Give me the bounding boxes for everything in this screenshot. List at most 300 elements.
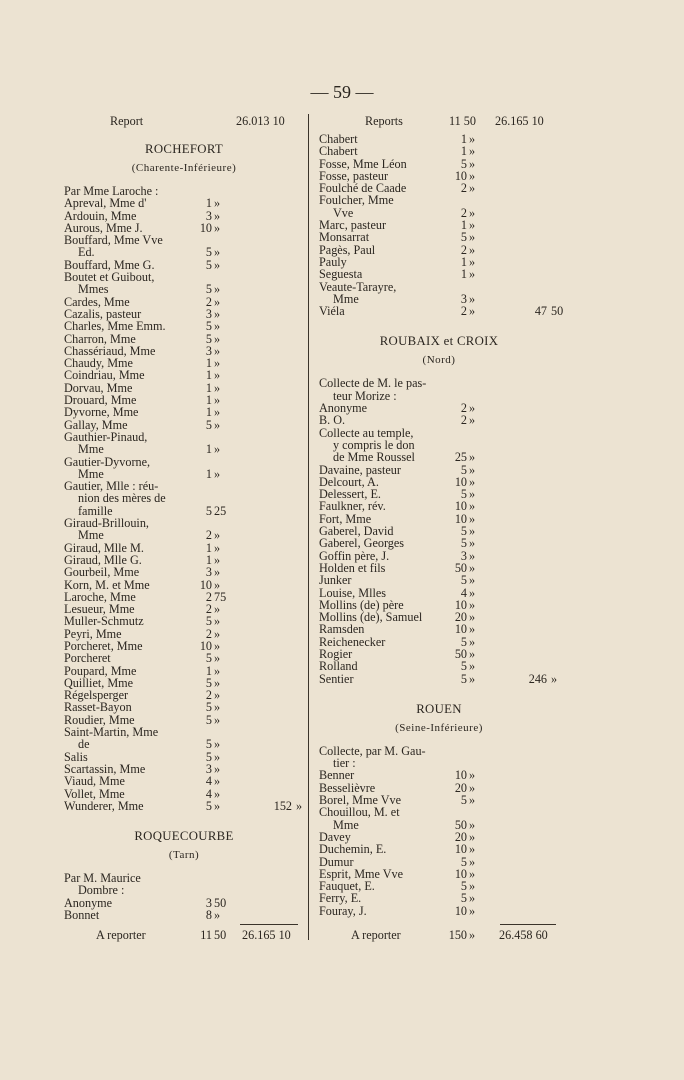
donor-amount: 10 (454, 903, 467, 918)
donor-amount: 5 (460, 854, 467, 869)
donor-cents: » (214, 220, 221, 235)
donor-amount: 2 (205, 626, 212, 641)
donor-name: Foulcher, Mme (319, 193, 394, 208)
donor-row (64, 652, 304, 664)
donor-amount: 10 (199, 577, 212, 592)
donor-amount: 5 (205, 675, 212, 690)
donor-cents: » (469, 854, 476, 869)
donor-cents: » (469, 401, 476, 416)
donor-cents: » (214, 774, 221, 789)
donor-name: Gallay, Mme (64, 417, 128, 432)
donor-amount: 3 (205, 208, 212, 223)
donor-name: Korn, M. et Mme (64, 577, 150, 592)
donor-name: Mmes (78, 282, 109, 297)
donor-amount: 5 (205, 417, 212, 432)
right-report-total: 26.165 10 (495, 114, 544, 128)
donor-amount: 1 (205, 196, 212, 211)
donor-row (319, 145, 559, 157)
donor-name: Charles, Mme Emm. (64, 319, 166, 334)
donor-amount: 5 (205, 737, 212, 752)
donor-amount: 10 (454, 866, 467, 881)
donor-amount: 3 (205, 306, 212, 321)
donor-name: Anonyme (319, 401, 368, 416)
donor-name: Benner (319, 768, 355, 783)
donor-row (64, 800, 304, 812)
donor-row (319, 673, 559, 685)
donor-name: Duchemin, E. (319, 842, 387, 857)
donor-row (64, 443, 304, 455)
donor-row (64, 320, 304, 332)
donor-cents: » (469, 450, 476, 465)
donor-amount: 2 (205, 688, 212, 703)
donor-row (319, 451, 559, 463)
donor-amount: 3 (205, 343, 212, 358)
donor-cents: » (214, 908, 221, 923)
donor-cents: » (214, 294, 221, 309)
donor-cents: » (214, 798, 221, 813)
donor-name: Dyvorne, Mme (64, 405, 139, 420)
donor-name: Porcheret (64, 651, 111, 666)
donor-cents: » (214, 319, 221, 334)
donor-name: Scartassin, Mme (64, 761, 146, 776)
donor-cents: » (469, 524, 476, 539)
donor-row (64, 726, 304, 738)
donor-name: Rolland (319, 659, 358, 674)
donor-cents: » (469, 487, 476, 502)
donor-cents: » (214, 417, 221, 432)
donor-amount: 10 (454, 168, 467, 183)
donor-name: Viaud, Mme (64, 774, 125, 789)
donor-cents: 75 (214, 589, 227, 604)
donor-amount: 25 (454, 450, 467, 465)
right-footer-cents: » (469, 928, 476, 942)
donor-name: Cardes, Mme (64, 294, 130, 309)
donor-name: Mme (333, 817, 359, 832)
donor-amount: 2 (460, 205, 467, 220)
donor-amount: 50 (454, 646, 467, 661)
donor-row (64, 369, 304, 381)
donor-cents: » (214, 614, 221, 629)
donor-name: Bouffard, Mme G. (64, 257, 155, 272)
donor-cents: » (214, 663, 221, 678)
donor-row (64, 884, 304, 896)
donor-name: Ed. (78, 245, 95, 260)
donor-row (319, 892, 559, 904)
donor-amount: 1 (460, 144, 467, 159)
donor-name: Junker (319, 573, 352, 588)
donor-name: y compris le don (333, 437, 415, 452)
donor-name: Chabert (319, 144, 358, 159)
donor-cents: » (469, 291, 476, 306)
right-footer (319, 928, 559, 944)
donor-cents: » (214, 786, 221, 801)
donor-amount: 5 (460, 879, 467, 894)
donor-row (319, 537, 559, 549)
donor-cents: » (469, 573, 476, 588)
donor-name: Collecte au temple, (319, 425, 414, 440)
donor-name: B. O. (319, 413, 346, 428)
donor-row (319, 769, 559, 781)
section-subtitle: (Charente-Inférieure) (131, 162, 237, 174)
donor-row (319, 660, 559, 672)
right-report-row (319, 113, 559, 133)
donor-cents: » (469, 659, 476, 674)
donor-cents: » (214, 442, 221, 457)
donor-name: Collecte, par M. Gau- (319, 743, 426, 758)
donor-cents: » (214, 602, 221, 617)
donor-name: Apreval, Mme d' (64, 196, 147, 211)
donor-name: Davaine, pasteur (319, 462, 401, 477)
section-title: ROQUECOURBE (134, 829, 234, 844)
donor-cents: » (214, 565, 221, 580)
donor-amount: 1 (205, 663, 212, 678)
donor-cents: » (469, 866, 476, 881)
donor-amount: 1 (205, 405, 212, 420)
donor-name: Mme (78, 528, 104, 543)
donor-amount: 5 (460, 524, 467, 539)
donor-name: Fosse, Mme Léon (319, 156, 407, 171)
donor-amount: 1 (460, 267, 467, 282)
donor-name: Goffin père, J. (319, 548, 390, 563)
donor-amount: 1 (205, 540, 212, 555)
donor-row (319, 905, 559, 917)
left-footer-cents: 50 (214, 928, 227, 942)
donor-amount: 3 (205, 565, 212, 580)
donor-row (64, 579, 304, 591)
donor-name: Rasset-Bayon (64, 700, 132, 715)
donor-amount: 5 (205, 331, 212, 346)
donor-name: Mme (78, 442, 104, 457)
donor-row (64, 775, 304, 787)
donor-name: Ramsden (319, 622, 365, 637)
donor-amount: 4 (205, 774, 212, 789)
donor-amount: 5 (460, 230, 467, 245)
donor-cents: » (469, 768, 476, 783)
left-report-label: Report (110, 114, 144, 128)
donor-row (64, 897, 304, 909)
donor-name: Rogier (319, 646, 353, 661)
donor-row (64, 529, 304, 541)
donor-row (64, 246, 304, 258)
donor-amount: 1 (460, 254, 467, 269)
donor-amount: 5 (205, 503, 212, 518)
donor-name: Seguesta (319, 267, 363, 282)
donor-row (319, 757, 559, 769)
donor-amount: 5 (205, 798, 212, 813)
donor-amount: 10 (454, 597, 467, 612)
donor-cents: 25 (214, 503, 227, 518)
donor-name: Chassériaud, Mme (64, 343, 156, 358)
donor-cents: » (469, 780, 476, 795)
donor-amount: 2 (205, 294, 212, 309)
donor-cents: » (469, 585, 476, 600)
donor-amount: 5 (205, 614, 212, 629)
donor-row (319, 623, 559, 635)
donor-amount: 10 (454, 474, 467, 489)
donor-cents: » (214, 761, 221, 776)
section-subtitle: (Tarn) (168, 849, 200, 862)
donor-name: Gaberel, David (319, 524, 394, 539)
donor-amount: 10 (454, 499, 467, 514)
donor-cents: » (214, 393, 221, 408)
donor-name: Régelsperger (64, 688, 129, 703)
donor-amount: 1 (205, 356, 212, 371)
donor-amount: 4 (205, 786, 212, 801)
donor-name: Sentier (319, 671, 354, 686)
donor-amount: 5 (460, 634, 467, 649)
section-total: 152 (273, 798, 292, 813)
donor-cents: » (469, 560, 476, 575)
donor-row (319, 856, 559, 868)
donor-name: Coindriau, Mme (64, 368, 145, 383)
donor-amount: 5 (205, 700, 212, 715)
donor-cents: » (469, 634, 476, 649)
donor-name: Giraud, Mlle M. (64, 540, 144, 555)
donor-cents: » (469, 168, 476, 183)
donor-row (319, 500, 559, 512)
donor-amount: 3 (460, 548, 467, 563)
donor-row (319, 574, 559, 586)
donor-amount: 2 (205, 589, 212, 604)
donor-name: Bouffard, Mme Vve (64, 233, 163, 248)
donor-amount: 1 (460, 132, 467, 146)
donor-name: famille (78, 503, 113, 518)
donor-row (319, 194, 559, 206)
donor-name: Aurous, Mme J. (64, 220, 143, 235)
donor-amount: 10 (454, 622, 467, 637)
donor-cents: » (469, 610, 476, 625)
donor-amount: 20 (454, 780, 467, 795)
donor-row (64, 701, 304, 713)
donor-cents: » (469, 829, 476, 844)
donor-cents: » (469, 230, 476, 245)
donor-amount: 50 (454, 560, 467, 575)
donor-cents: » (469, 242, 476, 257)
donor-cents: » (214, 356, 221, 371)
donor-name: Pauly (319, 254, 347, 269)
donor-amount: 2 (460, 242, 467, 257)
right-footer-total: 26.458 60 (499, 928, 548, 942)
donor-row (64, 456, 304, 468)
donor-row (64, 492, 304, 504)
donor-row (319, 414, 559, 426)
donor-row (64, 333, 304, 345)
donor-cents: » (469, 817, 476, 832)
donor-cents: » (214, 380, 221, 395)
donor-cents: » (469, 646, 476, 661)
donor-cents: » (469, 891, 476, 906)
donor-amount: 5 (460, 671, 467, 686)
donor-name: Roudier, Mme (64, 712, 135, 727)
donor-cents: » (469, 205, 476, 220)
donor-name: Dorvau, Mme (64, 380, 133, 395)
donor-name: Foulché de Caade (319, 181, 407, 196)
donor-amount: 5 (460, 659, 467, 674)
donor-name: Mollins (de) père (319, 597, 404, 612)
donor-amount: 1 (205, 442, 212, 457)
donor-amount: 1 (460, 218, 467, 233)
donor-name: Poupard, Mme (64, 663, 137, 678)
donor-row (319, 268, 559, 280)
donor-name: Besselièvre (319, 780, 376, 795)
donor-amount: 8 (205, 908, 212, 923)
donor-cents: » (214, 749, 221, 764)
donor-name: Mme (333, 291, 359, 306)
donor-cents: » (214, 196, 221, 211)
donor-name: Lesueur, Mme (64, 602, 135, 617)
donor-row (64, 566, 304, 578)
donor-amount: 3 (205, 895, 212, 910)
donor-cents: » (214, 712, 221, 727)
donor-cents: » (214, 245, 221, 260)
donor-row (319, 806, 559, 818)
donor-cents: » (469, 793, 476, 808)
donor-row (319, 377, 559, 389)
left-column (64, 113, 304, 929)
donor-amount: 1 (205, 380, 212, 395)
donor-amount: 1 (205, 393, 212, 408)
donor-name: Giraud-Brillouin, (64, 516, 149, 531)
donor-row (64, 234, 304, 246)
column-divider (308, 114, 309, 940)
donor-name: Chabert (319, 132, 358, 146)
section-gap (319, 685, 559, 693)
donor-name: Mollins (de), Samuel (319, 610, 423, 625)
donor-cents: » (214, 208, 221, 223)
donor-amount: 5 (460, 891, 467, 906)
left-footer-label: A reporter (96, 928, 146, 942)
donor-amount: 1 (205, 368, 212, 383)
section-gap (319, 317, 559, 325)
right-report-label: Reports (365, 114, 403, 128)
donor-name: de Mme Roussel (333, 450, 415, 465)
donor-cents: » (214, 257, 221, 272)
donor-amount: 5 (205, 257, 212, 272)
donor-cents: » (469, 474, 476, 489)
donor-amount: 3 (460, 291, 467, 306)
donor-cents: » (214, 688, 221, 703)
donor-amount: 5 (205, 749, 212, 764)
donor-row (319, 281, 559, 293)
donor-name: Delessert, E. (319, 487, 381, 502)
donor-name: Charron, Mme (64, 331, 136, 346)
donor-amount: 5 (460, 487, 467, 502)
donor-name: Gaberel, Georges (319, 536, 405, 551)
donor-cents: » (214, 466, 221, 481)
section-title: ROUEN (416, 701, 462, 716)
donor-amount: 2 (205, 602, 212, 617)
donor-row (64, 283, 304, 295)
donor-amount: 2 (205, 528, 212, 543)
right-report-amount: 11 50 (449, 114, 476, 128)
donor-name: Louise, Mlles (319, 585, 387, 600)
donor-row (319, 562, 559, 574)
donor-amount: 5 (460, 462, 467, 477)
donor-name: Bonnet (64, 908, 100, 923)
donor-row (319, 843, 559, 855)
donor-name: Anonyme (64, 895, 113, 910)
donor-cents: » (214, 282, 221, 297)
donor-amount: 4 (460, 585, 467, 600)
donor-row (319, 464, 559, 476)
donor-amount: 5 (205, 245, 212, 260)
donor-cents: » (469, 671, 476, 686)
donor-cents: » (469, 511, 476, 526)
donor-cents: 50 (214, 895, 227, 910)
section-total: 47 (534, 304, 547, 319)
donor-row (319, 304, 564, 319)
donor-name: Gauthier-Pinaud, (64, 429, 148, 444)
donor-amount: 10 (199, 220, 212, 235)
donor-cents: » (469, 597, 476, 612)
donor-cents: » (469, 462, 476, 477)
donor-amount: 20 (454, 829, 467, 844)
donor-name: Drouard, Mme (64, 393, 137, 408)
donor-cents: » (214, 368, 221, 383)
donor-name: Saint-Martin, Mme (64, 725, 159, 740)
donor-name: Cazalis, pasteur (64, 306, 142, 321)
section-total: 246 (528, 671, 547, 686)
section-gap (64, 812, 304, 820)
donor-name: Boutet et Guibout, (64, 270, 155, 285)
section-total-cents: 50 (551, 304, 564, 319)
donor-name: Marc, pasteur (319, 218, 387, 233)
donor-name: Muller-Schmutz (64, 614, 144, 629)
donor-amount: 50 (454, 817, 467, 832)
donor-cents: » (214, 737, 221, 752)
donor-name: Laroche, Mme (64, 589, 136, 604)
donor-name: Fort, Mme (319, 511, 372, 526)
donor-cents: » (214, 540, 221, 555)
donor-amount: 5 (460, 793, 467, 808)
donor-amount: 10 (199, 638, 212, 653)
donor-name: tier : (333, 756, 356, 771)
donor-cents: » (469, 499, 476, 514)
donor-cents: » (469, 548, 476, 563)
donor-amount: 5 (205, 712, 212, 727)
donor-name: teur Morize : (333, 388, 397, 403)
donor-amount: 1 (205, 466, 212, 481)
donor-name: nion des mères de (78, 491, 166, 506)
donor-row (319, 244, 559, 256)
donor-name: Veaute-Tarayre, (319, 279, 397, 294)
donor-row (64, 738, 304, 750)
donor-amount: 1 (205, 552, 212, 567)
donor-name: Dumur (319, 854, 354, 869)
donor-name: Vollet, Mme (64, 786, 125, 801)
donor-name: Delcourt, A. (319, 474, 379, 489)
donor-cents: » (214, 626, 221, 641)
donor-cents: » (214, 577, 221, 592)
donor-amount: 20 (454, 610, 467, 625)
donor-cents: » (469, 413, 476, 428)
donor-name: Wunderer, Mme (64, 798, 144, 813)
donor-name: Salis (64, 749, 88, 764)
left-footer-total: 26.165 10 (242, 928, 291, 942)
donor-name: Esprit, Mme Vve (319, 866, 404, 881)
right-footer-label: A reporter (351, 928, 401, 942)
donor-cents: » (469, 622, 476, 637)
donor-cents: » (469, 132, 476, 146)
donor-row (64, 909, 304, 921)
donor-cents: » (214, 700, 221, 715)
donor-cents: » (214, 343, 221, 358)
donor-amount: 2 (460, 401, 467, 416)
donor-row (319, 402, 559, 414)
donor-name: Fouray, J. (319, 903, 367, 918)
left-report-row (64, 113, 304, 133)
donor-cents: » (469, 254, 476, 269)
